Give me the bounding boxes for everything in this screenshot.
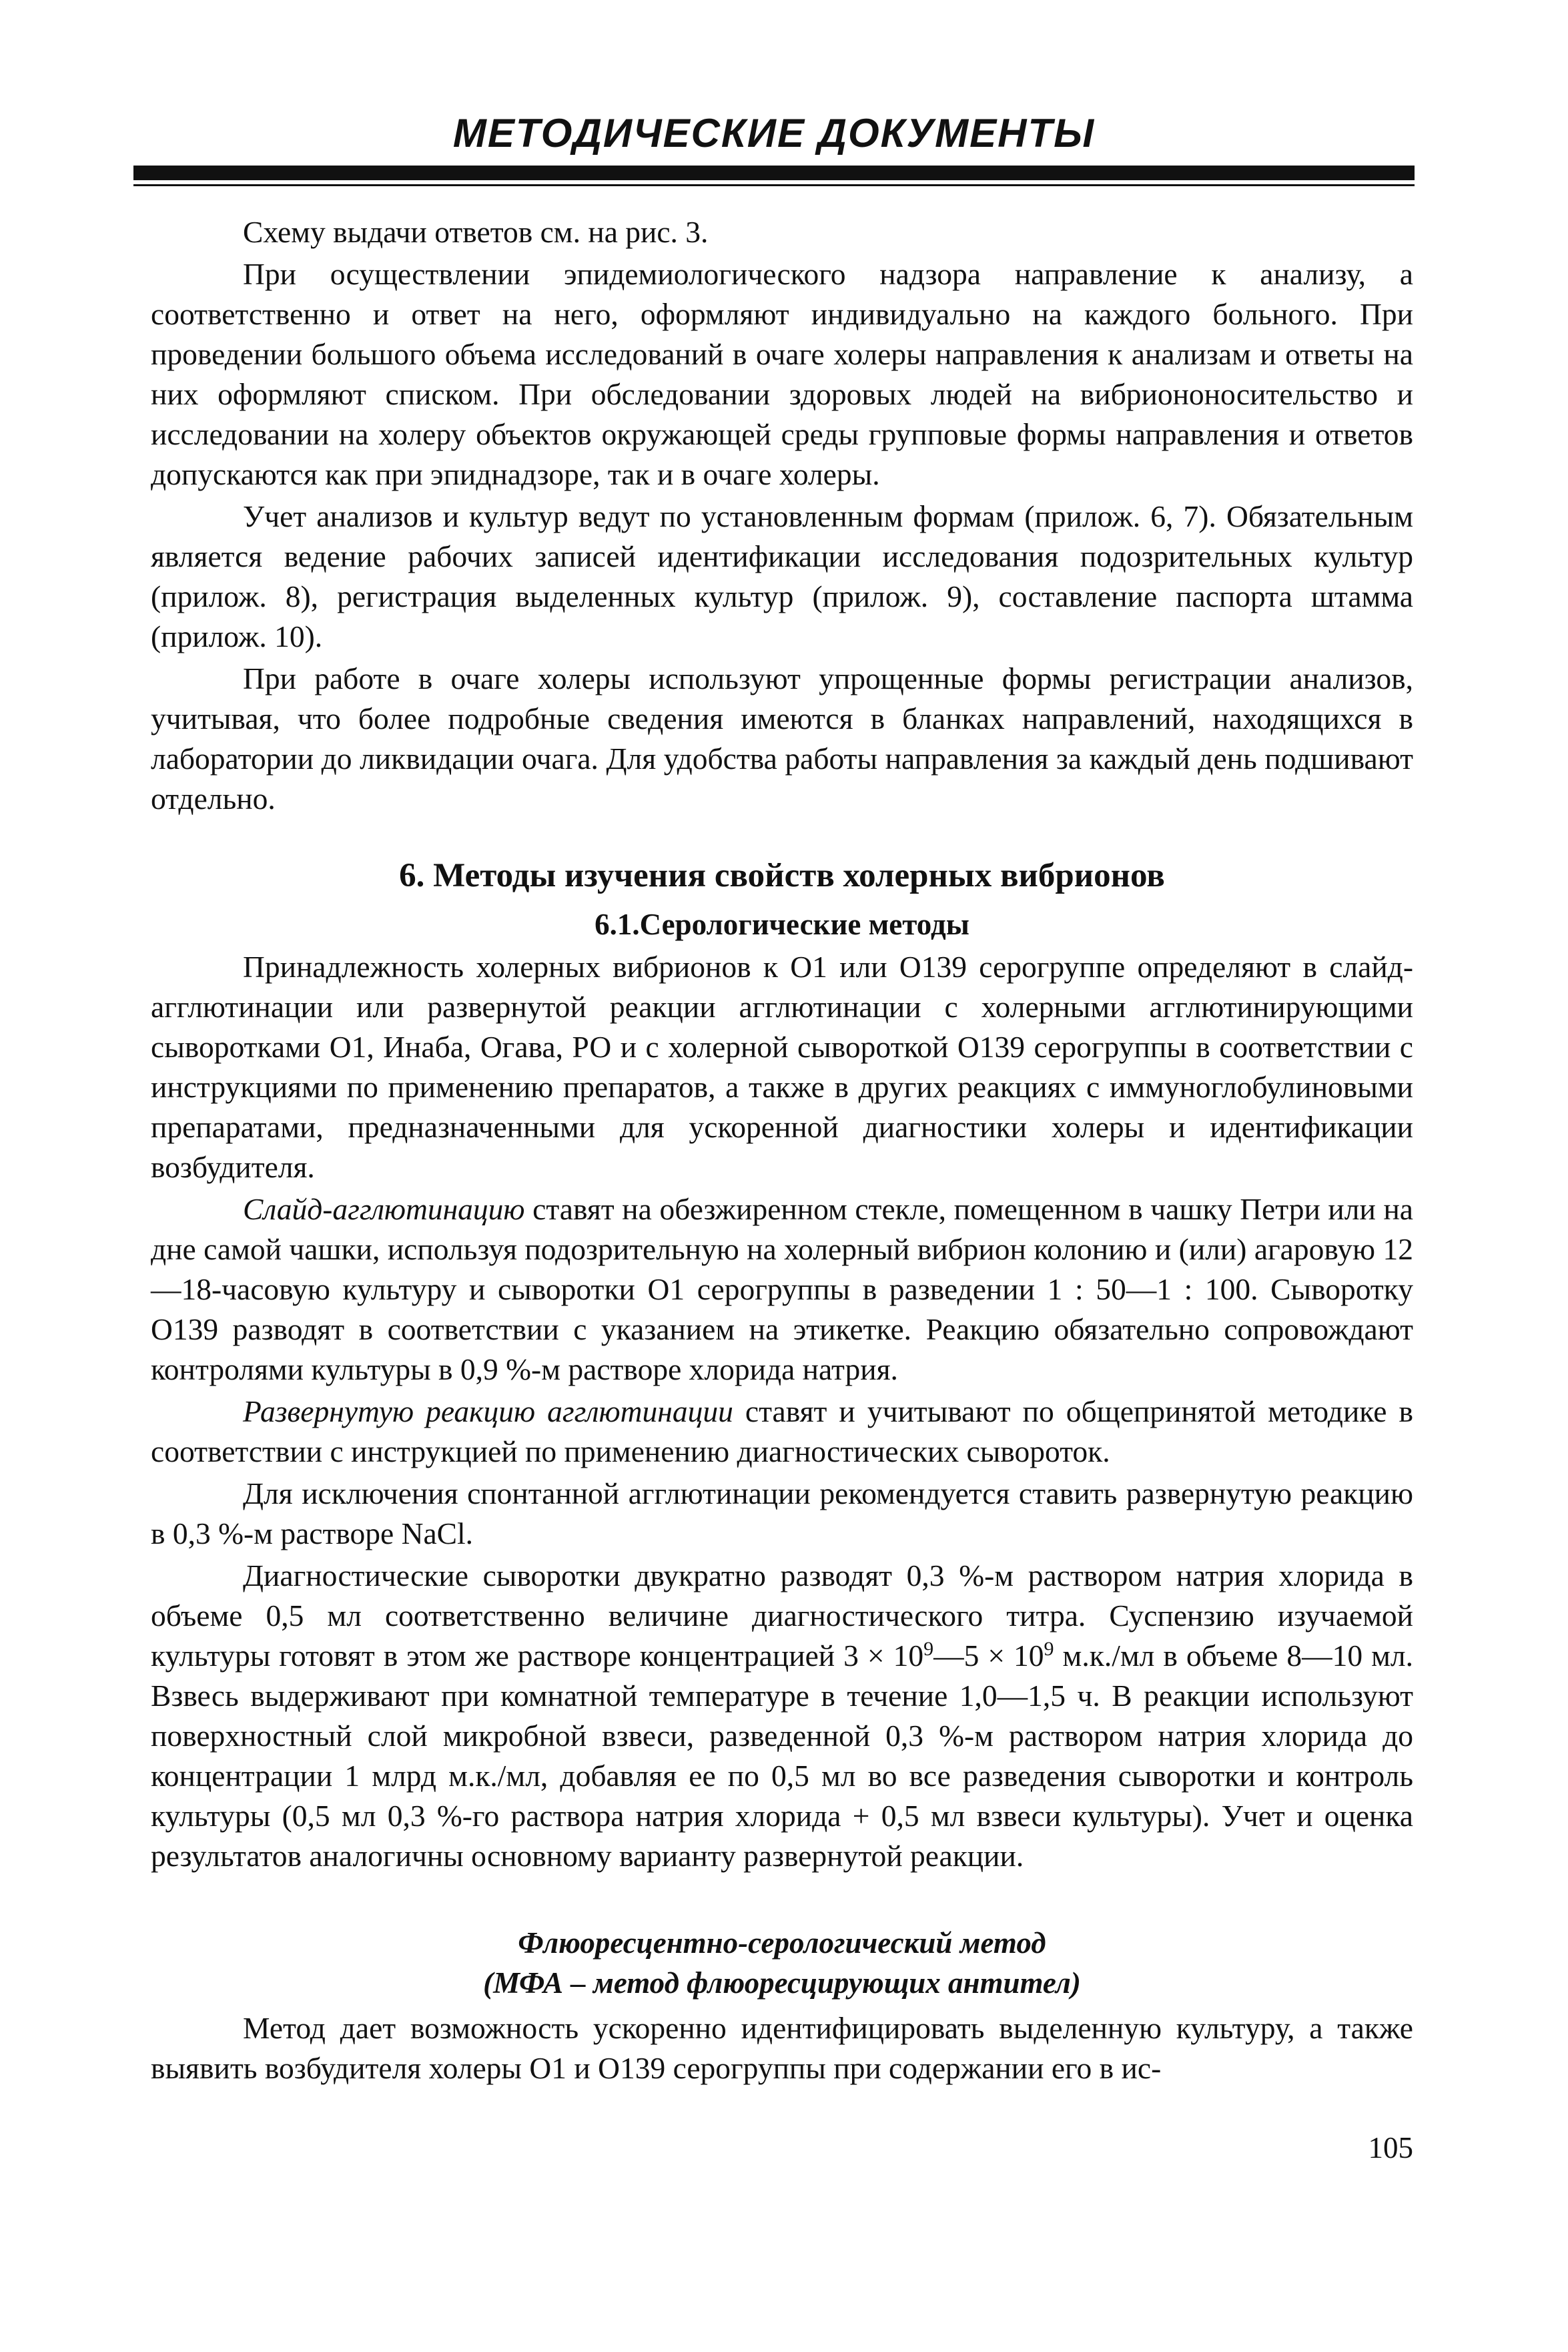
paragraph-mfa-method: Метод дает возможность ускоренно идентифицировать выделенную культуру, а также выявить возбудителя холеры О1 и О139 серогруппы при содержании его в ис- <box>151 2011 1413 2085</box>
running-header-title: МЕТОДИЧЕСКИЕ ДОКУМЕНТЫ <box>452 111 1096 156</box>
exponent-1: 9 <box>923 1637 934 1660</box>
paragraph-serogroup-identification: Принадлежность холерных вибрионов к О1 или О139 серогруппе определяют в слайд-агглютинации или развернутой реакции агглютинации с холерными агглютинирующими сыворотками О1, Инаба, Огава, РО и с холерной сывороткой О139 серогруппы в соответствии с инструкциями по применению препаратов, а также в других реакциях с иммуноглобулиновыми препаратами, предназначенными для ускоренной диагностики холеры и идентификации возбудителя. <box>151 950 1413 1184</box>
subsection-heading: 6.1.Серологические методы <box>595 908 969 941</box>
header-rule-thin <box>133 184 1415 186</box>
paragraph-slide-agglutination <box>151 1189 1413 1390</box>
paragraph-records-accounting: Учет анализов и культур ведут по установленным формам (прилож. 6, 7). Обязательным является ведение рабочих записей идентификации исследования подозрительных культур (прилож. 8), регистрация выделенных культур (прилож. 9), составление паспорта штамма (прилож. 10). <box>151 499 1413 653</box>
method-heading-line-2: (МФА – метод флюоресцирующих антител) <box>483 1966 1081 2000</box>
exponent-2: 9 <box>1044 1637 1054 1660</box>
slide-agglutination-text: ставят на обезжиренном стекле, помещенном в чашку Петри или на дне самой чашки, используя подозрительную на холерный вибрион колонию и (или) агаровую 12—18-часовую культуру и сыворотки О1 серогруппы в разведении 1 : 50—1 : 100. Сыворотку О139 разводят в соответствии с указанием на этикетке. Реакцию обязательно сопровождают контролями культуры в 0,9 %-м растворе хлорида натрия. <box>151 1192 1413 1386</box>
term-slide-agglutination: Слайд-агглютинацию <box>243 1192 525 1226</box>
term-tube-agglutination: Развернутую реакцию агглютинации <box>243 1394 733 1428</box>
paragraph-spontaneous-agglutination: Для исключения спонтанной агглютинации рекомендуется ставить развернутую реакцию в 0,3 %-м растворе NaCl. <box>151 1476 1413 1550</box>
method-heading-line-1: Флюоресцентно-серологический метод <box>518 1926 1046 1960</box>
dilution-text-part-3: м.к./мл в объеме 8—10 мл. Взвесь выдерживают при комнатной температуре в течение 1,0—1,5 ч. В реакции используют поверхностный слой микробной взвеси, разведенной 0,3 %-м раствором натрия хлорида до концентрации 1 млрд м.к./мл, добавляя ее по 0,5 мл во все разведения сыворотки и контроль культуры (0,5 мл 0,3 %-го раствора натрия хлорида + 0,5 мл взвеси культуры). Учет и оценка результатов аналогичны основному варианту развернутой реакции. <box>151 1639 1413 1873</box>
paragraph-tube-agglutination <box>151 1392 1413 1472</box>
header-rule <box>133 166 1415 180</box>
paragraph-diagnostic-sera-dilution <box>151 1556 1413 1876</box>
page-body <box>151 212 1413 2088</box>
page-number: 105 <box>1368 2131 1413 2164</box>
tube-agglutination-text: ставят и учитывают по общепринятой методике в соответствии с инструкцией по применению диагностических сывороток. <box>151 1394 1413 1468</box>
dilution-text-part-1: Диагностические сыворотки двукратно разводят 0,3 %-м раствором натрия хлорида в объеме 0,5 мл соответственно величине диагностического титра. Суспензию изучаемой культуры готовят в этом же растворе концентрацией 3 × 10 <box>151 1558 1413 1673</box>
paragraph-cholera-focus-registration: При работе в очаге холеры используют упрощенные формы регистрации анализов, учитывая, что более подробные сведения имеются в бланках направлений, находящихся в лаборатории до ликвидации очага. Для удобства работы направления за каждый день подшивают отдельно. <box>151 661 1413 816</box>
dilution-text-part-2: —5 × 10 <box>933 1639 1044 1673</box>
section-heading: 6. Методы изучения свойств холерных вибрионов <box>399 857 1165 894</box>
paragraph-epidemiological-surveillance: При осуществлении эпидемиологического надзора направление к анализу, а соответственно и ответ на него, оформляют индивидуально на каждого больного. При проведении большого объема исследований в очаге холеры направления к анализам и ответы на них оформляют списком. При обследовании здоровых людей на вибриононосительство и исследовании на холеру объектов окружающей среды групповые формы направления и ответов допускаются как при эпиднадзоре, так и в очаге холеры. <box>151 257 1413 491</box>
method-heading <box>151 1923 1413 2003</box>
paragraph-answers-scheme: Схему выдачи ответов см. на рис. 3. <box>243 215 709 249</box>
